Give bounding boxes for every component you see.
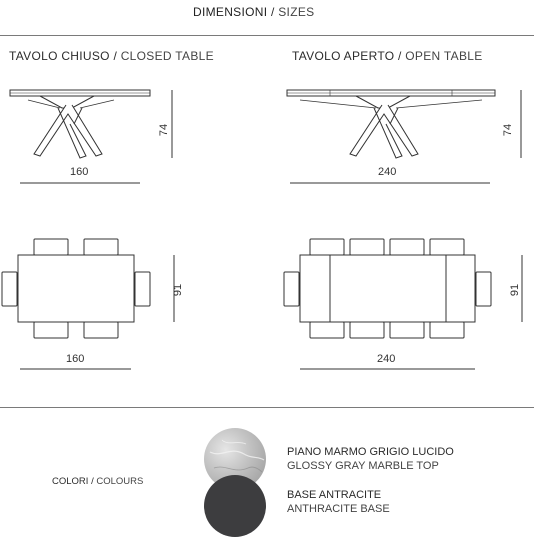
closed-plan-width-label: 160 [66,353,85,365]
closed-label-sep: / [109,49,121,63]
closed-height-label: 74 [158,123,170,137]
closed-width-label: 160 [70,166,89,178]
open-width-label: 240 [378,166,397,178]
title-sep: / [267,5,279,19]
marble-top-name-en: GLOSSY GRAY MARBLE TOP [287,460,439,472]
open-plan-view [284,239,491,338]
marble-top-name-it: PIANO MARMO GRIGIO LUCIDO [287,446,454,458]
open-depth-label: 91 [509,283,521,297]
colours-label-sep: / [88,476,97,487]
open-label-sep: / [394,49,406,63]
open-label-it: TAVOLO APERTO [292,49,395,63]
open-label-en: OPEN TABLE [405,49,483,63]
title-en: SIZES [278,5,315,19]
open-height-label: 74 [502,123,514,137]
anthracite-swatch-icon [204,475,266,537]
title-it: DIMENSIONI [193,5,268,19]
colours-label-en: COLOURS [96,476,144,487]
closed-depth-label: 91 [172,283,184,297]
closed-side-view [10,90,150,158]
section-rule [0,407,534,408]
anthracite-base-name-it: BASE ANTRACITE [287,489,382,501]
colours-label [52,476,143,487]
open-plan-width-label: 240 [377,353,396,365]
closed-label-it: TAVOLO CHIUSO [9,49,110,63]
anthracite-base-name-en: ANTHRACITE BASE [287,503,390,515]
closed-label-en: CLOSED TABLE [120,49,214,63]
colours-label-it: COLORI [52,476,89,487]
open-side-view [287,90,495,158]
closed-plan-view [2,239,150,338]
